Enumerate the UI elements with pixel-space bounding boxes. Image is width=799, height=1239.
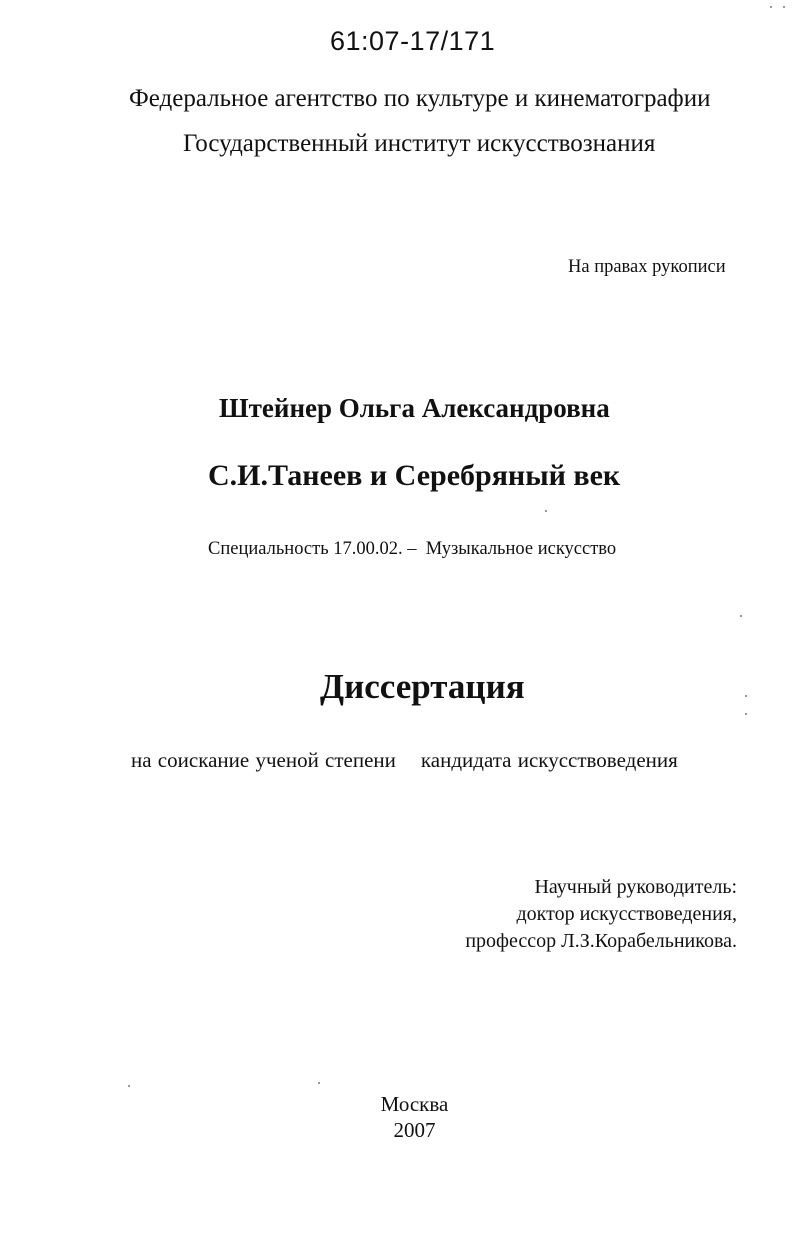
supervisor-name: профессор Л.З.Корабельникова.: [465, 930, 737, 952]
scan-speck: [740, 615, 742, 617]
supervisor-heading: Научный руководитель:: [534, 876, 737, 898]
scan-speck: [318, 1082, 320, 1084]
scan-speck: [128, 1085, 130, 1087]
place-and-year: [0, 1091, 799, 1143]
scan-speck: [745, 695, 747, 697]
year: 2007: [393, 1118, 436, 1142]
scan-speck: [783, 6, 785, 8]
manuscript-rights-note: На правах рукописи: [568, 257, 726, 277]
scan-speck: [545, 510, 547, 512]
document-type-heading: Диссертация: [320, 667, 525, 706]
catalog-number: 61:07-17/171: [330, 26, 496, 56]
city: Москва: [380, 1092, 449, 1116]
scan-speck: [745, 713, 747, 715]
agency-name: Федеральное агентство по культуре и кинематографии: [129, 85, 711, 112]
supervisor-degree: доктор искусствоведения,: [516, 903, 737, 925]
institute-name: Государственный институт искусствознания: [183, 130, 656, 157]
specialty-line: Специальность 17.00.02. – Музыкальное искусство: [208, 539, 617, 559]
supervisor-block: [465, 874, 737, 955]
degree-line: на соискание ученой степени кандидата искусствоведения: [131, 748, 678, 772]
scan-speck: [770, 6, 772, 8]
dissertation-title: С.И.Танеев и Серебряный век: [208, 459, 621, 492]
author-name: Штейнер Ольга Александровна: [219, 393, 610, 423]
